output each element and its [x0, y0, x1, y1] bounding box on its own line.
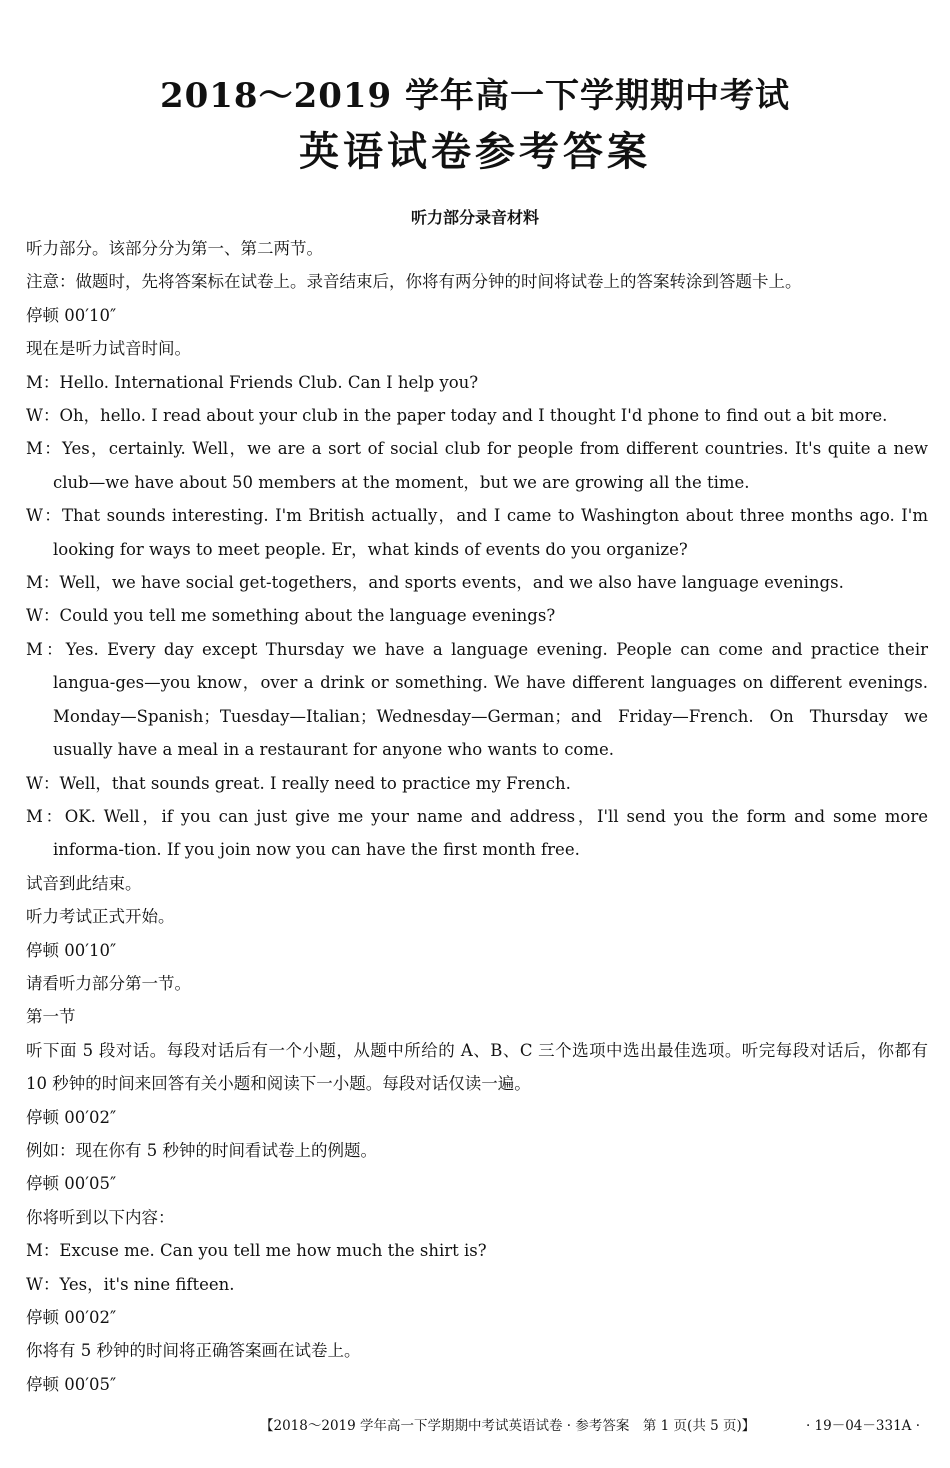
pause-marker: 停顿 00′05″ — [26, 1174, 117, 1194]
dialogue-line: W：Oh，hello. I read about your club in the paper today and I thought I'd phone to find out a bit more. — [26, 406, 888, 426]
text-line: 听力考试正式开始。 — [26, 907, 175, 927]
answer-key-title: 英语试卷参考答案 — [299, 128, 651, 175]
text-line: 例如：现在你有 5 秒钟的时间看试卷上的例题。 — [26, 1140, 377, 1160]
pause-marker: 停顿 00′02″ — [26, 1308, 117, 1327]
text-line: 试音到此结束。 — [26, 873, 142, 893]
footer-code: · 19－04－331A · — [805, 1418, 920, 1434]
dialogue-line: W：Yes，it's nine fifteen. — [26, 1274, 235, 1294]
footer-page-info: 【2018～2019 学年高一下学期期中考试英语试卷 · 参考答案 第 1 页(共 5 页)】 — [260, 1418, 756, 1434]
dialogue-line: M：Yes. Every day except Thursday we have a language evening. People can come and practice their langua-ges—you know，over a drink or something. We have different languages on different evenings. Monday—Spanish；Tuesday—Italian；Wednesday—German；and Friday—French. On Thursday we usually have a meal in a restaurant for anyone who wants to come. — [26, 639, 928, 760]
document-body — [26, 232, 928, 1401]
section-heading: 第一节 — [26, 1007, 76, 1027]
pause-marker: 停顿 00′10″ — [26, 305, 117, 325]
exam-title: 2018～2019 学年高一下学期期中考试 — [159, 76, 791, 116]
dialogue-line: M：Excuse me. Can you tell me how much the shirt is? — [26, 1241, 487, 1261]
text-line: 你将有 5 秒钟的时间将正确答案画在试卷上。 — [26, 1341, 361, 1361]
text-line: 请看听力部分第一节。 — [26, 973, 191, 993]
dialogue-line: W：Could you tell me something about the language evenings? — [26, 606, 556, 626]
dialogue-line: M：Yes，certainly. Well，we are a sort of social club for people from different countries. It's quite a new club—we have about 50 members at the moment，but we are growing all the time. — [26, 439, 928, 492]
dialogue-line: M：Well，we have social get-togethers，and sports events，and we also have language evenings. — [26, 573, 844, 593]
text-line: 你将听到以下内容： — [26, 1207, 175, 1227]
pause-marker: 停顿 00′02″ — [26, 1107, 117, 1127]
dialogue-line: M：OK. Well，if you can just give me your name and address，I'll send you the form and some more informa-tion. If you join now you can have the first month free. — [26, 806, 928, 860]
pause-marker: 停顿 00′10″ — [26, 940, 117, 960]
instruction-paragraph: 听下面 5 段对话。每段对话后有一个小题，从题中所给的 A、B、C 三个选项中选出最佳选项。听完每段对话后，你都有 10 秒钟的时间来回答有关小题和阅读下一小题。每段对话仅读一遍。 — [26, 1040, 928, 1094]
text-line: 现在是听力试音时间。 — [26, 339, 191, 359]
dialogue-line: W：Well，that sounds great. I really need to practice my French. — [26, 773, 571, 793]
section-title: 听力部分录音材料 — [410, 208, 539, 227]
pause-marker: 停顿 00′05″ — [26, 1374, 117, 1394]
dialogue-line: W：That sounds interesting. I'm British actually，and I came to Washington about three months ago. I'm looking for ways to meet people. Er，what kinds of events do you organize? — [26, 506, 928, 559]
text-line: 注意：做题时，先将答案标在试卷上。录音结束后，你将有两分钟的时间将试卷上的答案转涂到答题卡上。 — [26, 272, 802, 292]
text-line: 听力部分。该部分分为第一、第二两节。 — [26, 239, 323, 258]
dialogue-line: M：Hello. International Friends Club. Can I help you? — [26, 372, 479, 392]
